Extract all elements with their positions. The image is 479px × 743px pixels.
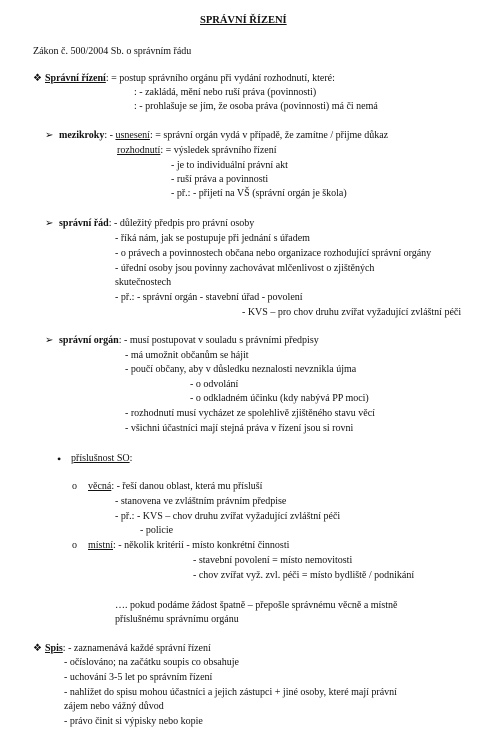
dot-bullet-icon: • [57,452,62,466]
definition: : - důležitý předpis pro právní osoby [108,218,255,229]
list-item: - říká nám, jak se postupuje při jednání s úřadem [115,233,310,244]
list-item: : - prohlašuje se jím, že osoba práva (povinnosti) má či nemá [134,101,378,112]
list-item: - chov zvířat vyž. zvl. péči = místo bydliště / podnikání [193,570,415,581]
note-continuation: příslušnému správnímu orgánu [115,614,239,625]
list-item: - př.: - přijetí na VŠ (správní orgán je škola) [171,188,347,199]
section-spravni-rizeni [45,73,335,85]
list-item: - př.: - správní orgán - stavební úřad - povolení [115,292,303,303]
diamond-bullet-icon: ❖ [33,643,42,654]
term-mezikroky: mezikroky [59,130,105,141]
list-item: : - zakládá, mění nebo ruší práva (povinnosti) [134,87,317,98]
list-item: - očíslováno; na začátku soupis co obsahuje [64,657,239,668]
definition: : - řeší danou oblast, která mu přísluší [111,481,263,492]
term-spravni-rad: správní řád [59,218,109,229]
list-item: - poučí občany, aby v důsledku neznalosti nevznikla újma [125,364,357,375]
circle-bullet-icon: o [72,481,77,492]
list-item: - ruší práva a povinnosti [171,174,269,185]
definition: : - několik kritérií - místo konkrétní činnosti [113,540,290,551]
rozhodnuti-line [117,145,277,157]
list-item: - má umožnit občanům se hájit [125,350,249,361]
definition: : - musí postupovat v souladu s právními předpisy [118,335,319,346]
list-item: - o právech a povinnostech občana nebo organizace rozhodující správní orgány [115,248,432,259]
section-spis [45,643,211,655]
definition: : = postup správního orgánu při vydání rozhodnutí, které: [105,73,335,84]
definition: : = správní orgán vydá v případě, že zamítne / přijme důkaz [149,130,389,141]
vecna-line [88,481,262,493]
list-item: - stavební povolení = místo nemovitosti [193,555,353,566]
definition: : - zaznamenává každé správní řízení [62,643,211,654]
term-spravni-organ: správní orgán [59,335,119,346]
list-item: - úřední osoby jsou povinny zachovávat mlčenlivost o zjištěných [115,263,375,274]
section-mezikroky [59,130,388,142]
arrow-bullet-icon: ➢ [45,218,54,229]
term-vecna: věcná [88,481,112,492]
section-prislusnost [71,453,132,465]
diamond-bullet-icon: ❖ [33,73,42,84]
list-item: - právo činit si výpisky nebo kopie [64,716,203,727]
list-item: - je to individuální právní akt [171,160,288,171]
term-usneseni: usnesení [115,130,150,141]
colon: : [129,453,133,464]
mistni-line [88,540,289,552]
list-item-continuation: skutečnostech [115,277,172,288]
term-rozhodnuti: rozhodnutí [117,145,161,156]
list-item: - KVS – pro chov druhu zvířat vyžadující zvláštní péči [242,307,462,318]
arrow-bullet-icon: ➢ [45,130,54,141]
list-item: - uchování 3-5 let po správním řízení [64,672,213,683]
list-item: - rozhodnutí musí vycházet ze spolehlivě zjištěného stavu věcí [125,408,375,419]
list-item: - př.: - KVS – chov druhu zvířat vyžadující zvláštní péči [115,511,341,522]
list-item: - stanovena ve zvláštním právním předpise [115,496,287,507]
section-spravni-organ [59,335,319,347]
term-spis: Spis [45,643,63,654]
list-item-continuation: zájem nebo vážný důvod [64,701,164,712]
term-mistni: místní [88,540,114,551]
arrow-bullet-icon: ➢ [45,335,54,346]
list-item: - policie [140,525,174,536]
law-reference: Zákon č. 500/2004 Sb. o správním řádu [33,46,192,57]
definition: : = výsledek správního řízení [160,145,277,156]
term-spravni-rizeni: Správní řízení [45,73,106,84]
list-item: - nahlížet do spisu mohou účastníci a jejich zástupci + jiné osoby, které mají právní [64,687,397,698]
list-item: - o odvolání [190,379,239,390]
term-prislusnost-so: příslušnost SO [71,453,130,464]
separator: : - [104,130,116,141]
section-spravni-rad [59,218,254,230]
circle-bullet-icon: o [72,540,77,551]
page-title: SPRÁVNÍ ŘÍZENÍ [200,15,287,26]
list-item: - o odkladném účinku (kdy nabývá PP moci) [190,393,369,404]
list-item: - všichni účastníci mají stejná práva v řízení jsou si rovni [125,423,354,434]
note: …. pokud podáme žádost špatně – přepošle správnému věcně a místně [115,600,398,611]
